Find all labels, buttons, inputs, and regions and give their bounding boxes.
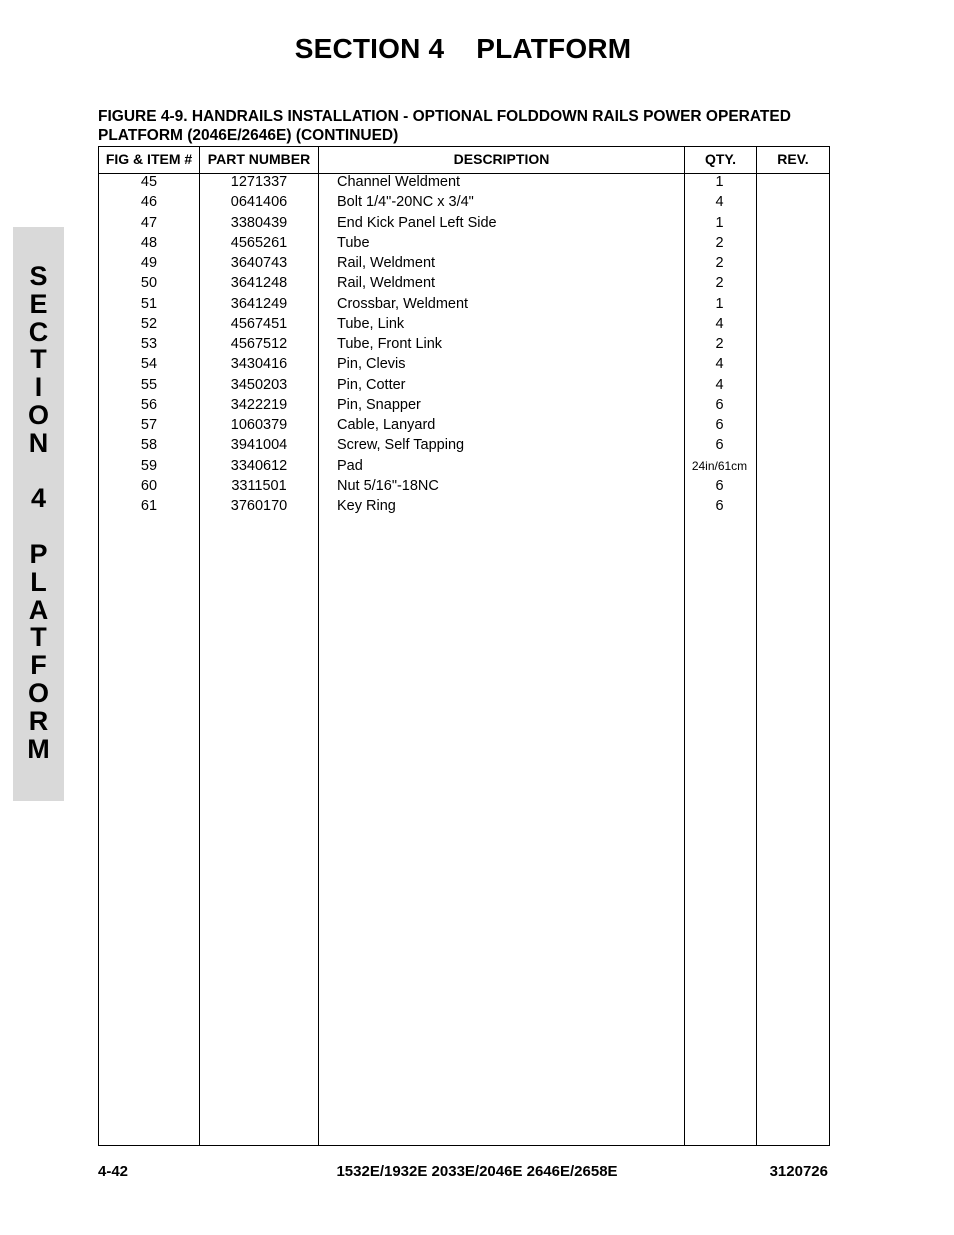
side-tab-letter: P [29,538,48,569]
table-row [99,498,829,518]
part-number-cell: 1271337 [230,174,288,190]
section-title: SECTION 4 PLATFORM [294,33,632,64]
quantity-cell: 1 [715,214,724,231]
part-number-cell: 3641248 [230,275,288,292]
side-tab-letters [13,263,64,763]
part-description-cell: Pin, Clevis [337,356,406,373]
part-number-cell: 3422219 [230,396,288,413]
item-number-cell: 55 [140,376,158,393]
part-number-cell: 3760170 [230,498,288,514]
part-description-cell: Rail, Weldment [337,275,436,292]
part-number-cell: 3450203 [230,376,288,393]
side-tab-letter: C [28,316,49,347]
table-row [99,174,829,194]
quantity-cell: 6 [715,396,724,413]
side-tab-letter: O [27,399,49,430]
item-number-cell: 45 [140,174,158,190]
part-number-cell: 3430416 [230,356,288,373]
table-row [99,356,829,376]
part-number-cell: 4565261 [230,234,288,251]
item-number-cell: 50 [140,275,158,292]
parts-table [98,146,830,1146]
table-row [99,478,829,498]
quantity-cell: 6 [715,477,724,494]
side-tab-letter: O [27,677,49,708]
part-number-cell: 4567451 [230,315,288,332]
table-row [99,397,829,417]
quantity-cell: 2 [715,234,724,251]
side-tab-letter: T [30,622,47,653]
part-description-cell: Key Ring [337,498,396,514]
table-body [99,174,829,518]
item-number-cell: 48 [140,234,158,251]
side-tab-letter: N [28,427,49,458]
side-tab-letter: 4 [30,483,47,514]
part-description-cell: Tube, Front Link [337,336,443,352]
quantity-cell: 4 [715,376,724,393]
header-part-number: PART NUMBER [207,151,311,167]
side-tab-letter: R [28,705,49,736]
item-number-cell: 46 [140,194,158,211]
table-row [99,235,829,255]
header-item: FIG & ITEM # [105,151,193,167]
quantity-cell: 1 [715,295,724,312]
part-number-cell: 3311501 [231,477,287,494]
header-description: DESCRIPTION [453,151,550,167]
item-number-cell: 49 [140,255,158,271]
side-tab-gap [13,513,64,541]
part-description-cell: Rail, Weldment [337,255,436,271]
side-tab-letter: S [29,261,48,291]
table-row [99,437,829,457]
part-description-cell: Tube [337,234,370,251]
part-number-cell: 3641249 [230,295,288,312]
header-qty: QTY. [704,151,737,167]
item-number-cell: 57 [140,417,158,433]
quantity-cell: 1 [715,174,724,190]
item-number-cell: 61 [140,498,158,514]
quantity-cell: 6 [715,498,724,514]
side-tab-letter: F [30,650,47,681]
item-number-cell: 60 [140,477,158,494]
part-description-cell: Nut 5/16"-18NC [337,477,439,494]
part-number-cell: 0641406 [230,194,288,211]
table-row [99,377,829,397]
part-description-cell: Tube, Link [337,315,405,332]
document-number: 3120726 [769,1163,828,1180]
table-row [99,336,829,356]
item-number-cell: 54 [140,356,158,373]
table-row [99,194,829,214]
header-rev: REV. [777,151,809,167]
item-number-cell: 59 [140,457,158,474]
part-number-cell: 1060379 [230,417,288,433]
quantity-cell: 2 [715,336,724,352]
item-number-cell: 53 [140,336,158,352]
table-row [99,417,829,437]
part-description-cell: End Kick Panel Left Side [337,214,497,231]
part-number-cell: 3340612 [230,457,288,474]
quantity-cell: 6 [715,417,724,433]
quantity-cell: 4 [715,315,724,332]
quantity-cell: 2 [715,275,724,292]
side-tab-letter: I [34,372,43,403]
part-description-cell: Crossbar, Weldment [337,295,469,312]
side-tab-letter: A [28,594,49,625]
quantity-cell: 4 [715,356,724,373]
side-tab-letter: E [29,288,48,319]
side-tab-letter: L [30,566,47,597]
part-description-cell: Screw, Self Tapping [337,437,465,454]
part-description-cell: Channel Weldment [337,174,461,190]
quantity-cell: 24in/61cm [691,458,748,473]
model-list: 1532E/1932E 2033E/2046E 2646E/2658E [336,1163,618,1180]
part-number-cell: 3380439 [230,214,288,231]
figure-title: FIGURE 4-9. HANDRAILS INSTALLATION - OPTIONAL FOLDDOWN RAILS POWER OPERATED PLATFORM (2046E/2646E) (CONTINUED) [98,108,791,144]
item-number-cell: 52 [140,315,158,332]
part-description-cell: Pin, Cotter [337,376,406,393]
table-row [99,275,829,295]
side-tab-letter: M [27,733,50,764]
part-number-cell: 4567512 [230,336,288,352]
table-row [99,316,829,336]
side-tab-gap [13,458,64,486]
item-number-cell: 58 [140,437,158,454]
item-number-cell: 56 [140,396,158,413]
item-number-cell: 51 [140,295,158,312]
part-description-cell: Bolt 1/4"-20NC x 3/4" [337,194,474,211]
quantity-cell: 4 [715,194,724,211]
quantity-cell: 6 [715,437,724,454]
table-row [99,255,829,275]
page-number: 4-42 [98,1163,129,1180]
part-description-cell: Pin, Snapper [337,396,421,413]
table-row [99,215,829,235]
quantity-cell: 2 [715,255,724,271]
table-row [99,458,829,478]
part-number-cell: 3640743 [230,255,288,271]
section-side-tab [13,227,64,801]
part-description-cell: Pad [337,457,363,474]
item-number-cell: 47 [140,214,158,231]
table-row [99,296,829,316]
part-number-cell: 3941004 [230,437,288,454]
side-tab-letter: T [30,344,47,375]
part-description-cell: Cable, Lanyard [337,417,436,433]
